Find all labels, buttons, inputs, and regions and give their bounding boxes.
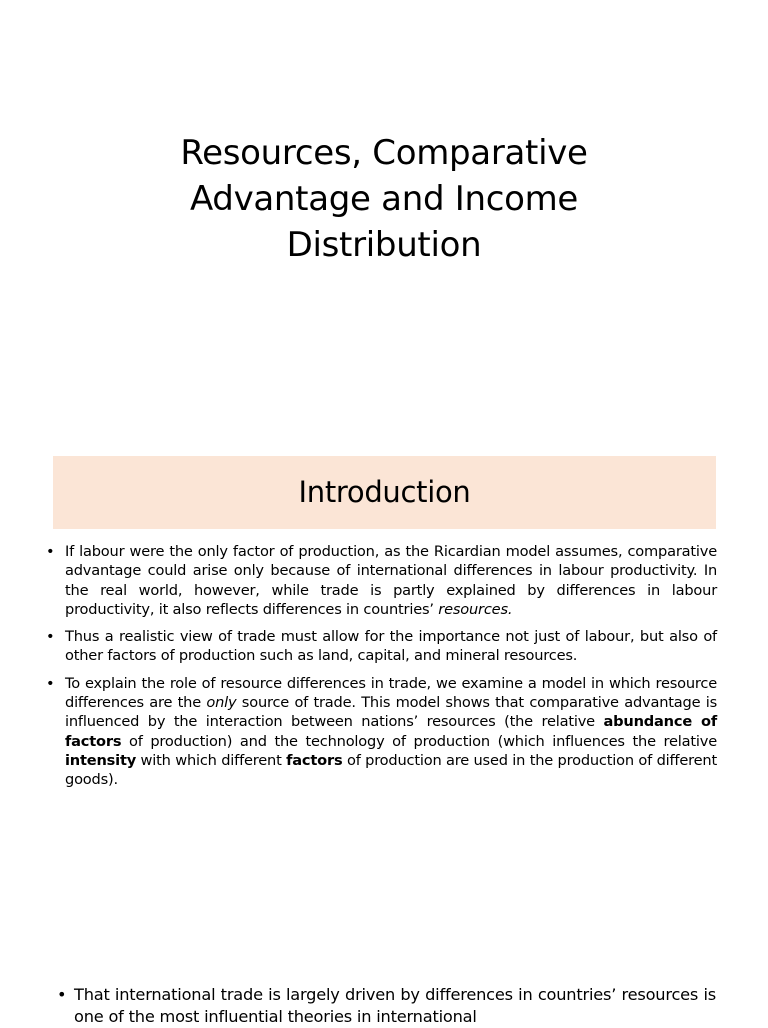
bullet-text: with which different xyxy=(136,751,287,769)
bullet-text: If labour were the only factor of production, as the Ricardian model assumes, comparative advantage could arise only because of international differences in labour productivity. In the real world, however, while trade is partly explained by differences in labour productivity, it also reflects differences in countries’ xyxy=(65,543,717,618)
bullet-bold: intensity xyxy=(65,751,137,769)
title-slide xyxy=(0,0,768,440)
bullet-item xyxy=(65,627,717,666)
title-line: Distribution xyxy=(286,225,482,265)
bullet-bold: abundance of factors xyxy=(65,713,717,750)
next-slide-bullet: • That international trade is largely driven by differences in countries’ resources is one of the most influential theories in international xyxy=(74,984,716,1028)
bullet-item xyxy=(65,674,717,790)
slide-title xyxy=(0,130,768,268)
bullet-text: To explain the role of resource differences in trade, we examine a model in which resource differences are the xyxy=(65,674,717,712)
title-line: Advantage and Income xyxy=(189,179,579,219)
bullet-item xyxy=(65,542,717,619)
bullet-list xyxy=(65,542,717,798)
bullet-text: Thus a realistic view of trade must allow for the importance not just of labour, but also of other factors of production such as land, capital, and mineral resources. xyxy=(65,628,717,665)
bullet-bold: factors xyxy=(286,751,343,769)
bullet-emphasis: only xyxy=(206,694,237,712)
title-line: Resources, Comparative xyxy=(180,133,588,173)
bullet-text: of production) and the technology of production (which influences the relative xyxy=(121,732,717,750)
bullet-text: of production are used in the production of different goods). xyxy=(65,751,717,789)
section-heading: Introduction xyxy=(298,475,471,509)
bullet-emphasis: resources. xyxy=(438,600,513,618)
bullet-text: source of trade. This model shows that comparative advantage is influenced by the interaction between nations’ resources (the relative xyxy=(65,694,717,731)
section-header xyxy=(53,456,716,529)
